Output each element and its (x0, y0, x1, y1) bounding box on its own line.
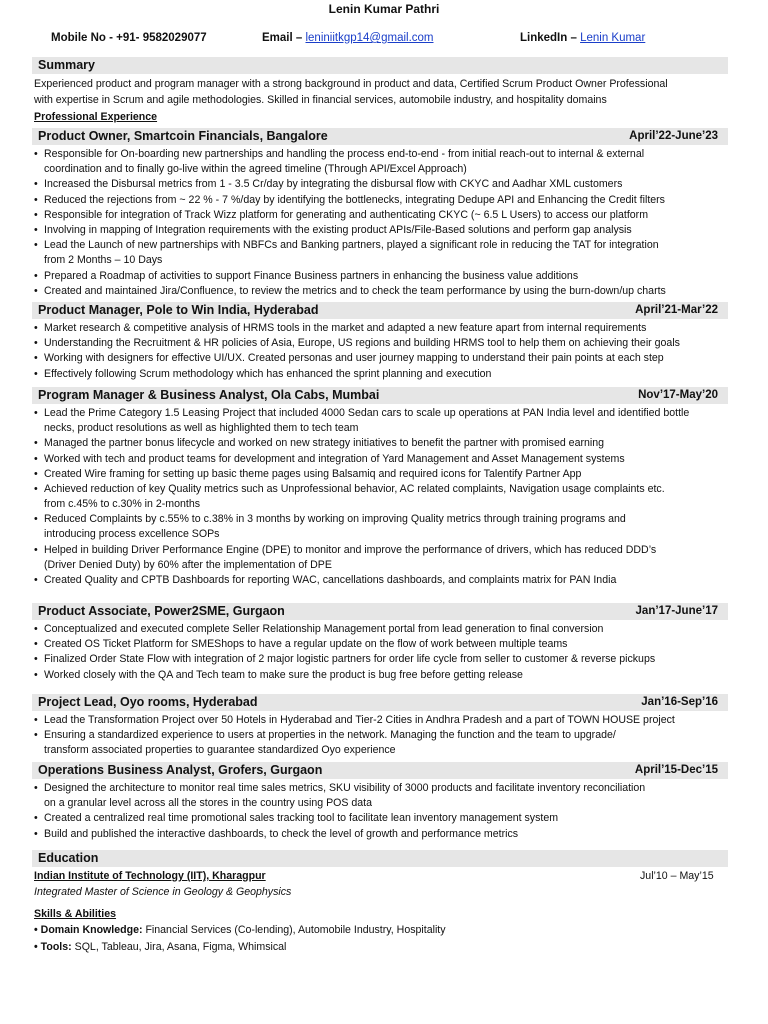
job-bullet-text: Prepared a Roadmap of activities to support Finance Business partners in enhancing the business value additions (44, 269, 579, 282)
job-bullet-text: from c.45% to c.30% in 2-months (44, 498, 201, 510)
email-contact (262, 32, 434, 44)
bullet: • (34, 437, 38, 450)
bullet: • (34, 269, 38, 282)
job-bullet-text: Ensuring a standardized experience to users at properties in the network. Managing the function and the team to upgrade/ (44, 729, 616, 742)
bullet: • (34, 337, 38, 350)
skills-tools-label: Tools: (40, 941, 72, 953)
bullet: • (34, 208, 38, 221)
skills-domain-value: Financial Services (Co-lending), Automobile Industry, Hospitality (145, 924, 446, 936)
bullet: • (34, 623, 38, 635)
job-bullet-text: Lead the Transformation Project over 50 Hotels in Hyderabad and Tier-2 Cities in Andhra Pradesh and a part of TOWN HOUSE project (44, 714, 675, 726)
education-date: Jul’10 – May’15 (640, 870, 714, 882)
job-title: Operations Business Analyst, Grofers, Gurgaon (38, 763, 323, 777)
bullet: • (34, 513, 38, 526)
job-bullet-text: Reduced Complaints by c.55% to c.38% in 3 months by working on improving Quality metrics through training programs and (44, 513, 626, 526)
bullet: • (34, 239, 38, 252)
job-bullet-text: Involving in mapping of Integration requirements with the existing product APIs/File-Based solutions and perform gap analysis (44, 224, 632, 236)
bullet: • (34, 574, 38, 587)
job-bullet-text: introducing process excellence SOPs (44, 528, 220, 541)
job-bullet-text: Achieved reduction of key Quality metrics such as Unprofessional behavior, AC related complaints, Navigation usage complaints etc. (44, 483, 665, 495)
job-bullet-text: Effectively following Scrum methodology which has enhanced the sprint planning and execution (44, 367, 492, 380)
job-title-bar (32, 302, 728, 319)
education-heading-text: Education (38, 851, 99, 865)
linkedin-link[interactable]: Lenin Kumar (580, 32, 646, 44)
bullet: • (34, 467, 38, 480)
bullet: • (34, 782, 38, 794)
job-bullet-text: Created and maintained Jira/Confluence, to review the metrics and to check the team performance by using the burn-down/up charts (44, 284, 666, 297)
summary-heading-text: Summary (38, 58, 95, 72)
job-date: April’15-Dec’15 (634, 764, 718, 776)
mobile-label: Mobile No - (51, 32, 113, 44)
job-bullet-text: Created Wire framing for setting up basic theme pages using Balsamiq and required icons for Talentify Partner App (44, 467, 582, 480)
job-bullet-text: Created a centralized real time promotional sales tracking tool to facilitate lean inventory management system (44, 812, 559, 825)
job-bullet-text: coordination and to finally go-live within the agreed timeline (Through API/Excel Approach) (44, 163, 467, 175)
job-bullet-text: Responsible for integration of Track Wizz platform for generating and authenticating CKYC (~ 6.5 L Users) to access our platform (44, 208, 649, 221)
bullet: • (34, 714, 38, 726)
job-bullet-text: Understanding the Recruitment & HR policies of Asia, Europe, US regions and building HRMS tool to help them on achieving their goals (44, 337, 680, 350)
job-bullet-text: Designed the architecture to monitor real time sales metrics, SKU visibility of 3000 products and facilitate inventory reconciliation (44, 782, 646, 794)
job-bullet-text: Managed the partner bonus lifecycle and worked on new strategy initiatives to benefit the partner with promised earning (44, 437, 605, 450)
job-title-bar (32, 762, 728, 779)
job-date: Jan’16-Sep’16 (641, 696, 718, 708)
bullet: • (34, 352, 38, 365)
job-title-bar (32, 603, 728, 620)
job-bullet-text: (Driver Denied Duty) by 60% after the implementation of DPE (44, 558, 332, 571)
job-title: Program Manager & Business Analyst, Ola Cabs, Mumbai (38, 388, 380, 402)
summary-line-2: with expertise in Scrum and agile methodologies. Skilled in financial services, automobile industry, and hospitality domains (34, 94, 607, 106)
job-bullet-text: Increased the Disbursal metrics from 1 - 3.5 Cr/day by integrating the disbursal flow with CKYC and Aadhar XML customers (44, 178, 623, 191)
job-bullet-text: Created OS Ticket Platform for SMEShops to have a regular update on the flow of work between multiple teams (44, 638, 568, 651)
job-bullet-text: Lead the Prime Category 1.5 Leasing Project that included 4000 Sedan cars to scale up operations at PAN India level and identified bottle (44, 407, 690, 419)
job-date: April’22-June’23 (629, 130, 718, 142)
job-bullet-text: from 2 Months – 10 Days (44, 254, 163, 267)
job-title: Product Owner, Smartcoin Financials, Bangalore (38, 129, 328, 143)
summary-heading (32, 57, 728, 74)
bullet: • (34, 924, 38, 936)
skills-tools (34, 940, 734, 955)
job-date: April’21-Mar’22 (635, 304, 718, 316)
email-label: Email – (262, 32, 303, 44)
linkedin-contact (520, 32, 645, 44)
bullet: • (34, 941, 38, 953)
job-title: Product Manager, Pole to Win India, Hyderabad (38, 303, 319, 317)
job-title: Project Lead, Oyo rooms, Hyderabad (38, 695, 258, 709)
job-bullet-text: transform associated properties to guarantee standardized Oyo experience (44, 744, 396, 757)
job-bullet-text: Conceptualized and executed complete Seller Relationship Management portal from lead generation to final conversion (44, 623, 604, 635)
summary-line-1: Experienced product and program manager with a strong background in product and data, Certified Scrum Product Owner Professional (34, 78, 668, 90)
bullet: • (34, 193, 38, 206)
job-bullet-text: Build and published the interactive dashboards, to check the level of growth and performance metrics (44, 827, 519, 840)
bullet: • (34, 827, 38, 840)
job-bullet-text: necks, product resolutions as well as highlighted them to tech team (44, 422, 359, 434)
bullet: • (34, 483, 38, 495)
bullet: • (34, 543, 38, 556)
bullet: • (34, 729, 38, 742)
bullet: • (34, 452, 38, 465)
skills-tools-value: SQL, Tableau, Jira, Asana, Figma, Whimsical (74, 941, 287, 953)
job-bullet-text: Worked with tech and product teams for development and integration of Yard Management and Asset Management systems (44, 452, 625, 465)
education-school: Indian Institute of Technology (IIT), Kharagpur (34, 870, 266, 882)
bullet: • (34, 407, 38, 419)
skills-heading: Skills & Abilities (34, 908, 117, 920)
job-bullet-text: on a granular level across all the stores in the country using POS data (44, 797, 372, 809)
bullet: • (34, 148, 38, 160)
job-bullet-text: Responsible for On-boarding new partnerships and handling the process end-to-end - from initial reach-out to internal & external (44, 148, 645, 160)
job-title-bar (32, 128, 728, 145)
job-bullet-text: Worked closely with the QA and Tech team to make sure the product is bug free before getting release (44, 668, 523, 681)
job-bullet-text: Market research & competitive analysis of HRMS tools in the market and adapted a new feature apart from internal requirements (44, 322, 647, 334)
candidate-name: Lenin Kumar Pathri (328, 2, 440, 16)
mobile-contact (51, 32, 207, 44)
skills-domain (34, 923, 734, 938)
education-heading (32, 850, 728, 867)
job-date: Nov’17-May’20 (638, 389, 718, 401)
bullet: • (34, 284, 38, 297)
job-date: Jan’17-June’17 (635, 605, 718, 617)
bullet: • (34, 668, 38, 681)
bullet: • (34, 367, 38, 380)
job-title-bar (32, 694, 728, 711)
job-bullet-text: Working with designers for effective UI/UX. Created personas and user journey mapping to understand their pain points at each step (44, 352, 664, 365)
email-link[interactable]: leniniitkgp14@gmail.com (305, 32, 434, 44)
bullet: • (34, 224, 38, 236)
bullet: • (34, 812, 38, 825)
bullet: • (34, 653, 38, 666)
job-bullet-text: Lead the Launch of new partnerships with NBFCs and Banking partners, played a significant role in reducing the TAT for integration (44, 239, 659, 252)
linkedin-label: LinkedIn – (520, 32, 577, 44)
job-bullet-text: Created Quality and CPTB Dashboards for reporting WAC, cancellations dashboards, and complaints matrix for PAN India (44, 574, 617, 587)
mobile-value: +91- 9582029077 (116, 32, 207, 44)
job-title-bar (32, 387, 728, 404)
bullet: • (34, 322, 38, 334)
bullet: • (34, 638, 38, 651)
professional-experience-heading: Professional Experience (34, 111, 158, 123)
job-bullet-text: Reduced the rejections from ~ 22 % - 7 %/day by identifying the bottlenecks, integrating Dedupe API and Enhancing the Credit filters (44, 193, 665, 206)
bullet: • (34, 178, 38, 191)
skills-domain-label: Domain Knowledge: (40, 924, 143, 936)
job-title: Product Associate, Power2SME, Gurgaon (38, 604, 285, 618)
job-bullet-text: Helped in building Driver Performance Engine (DPE) to monitor and improve the performance of drivers, which has reduced DDD’s (44, 543, 657, 556)
job-bullet-text: Finalized Order State Flow with integration of 2 major logistic partners for order life cycle from seller to customer & reverse pickups (44, 653, 656, 666)
education-degree: Integrated Master of Science in Geology & Geophysics (34, 886, 292, 898)
